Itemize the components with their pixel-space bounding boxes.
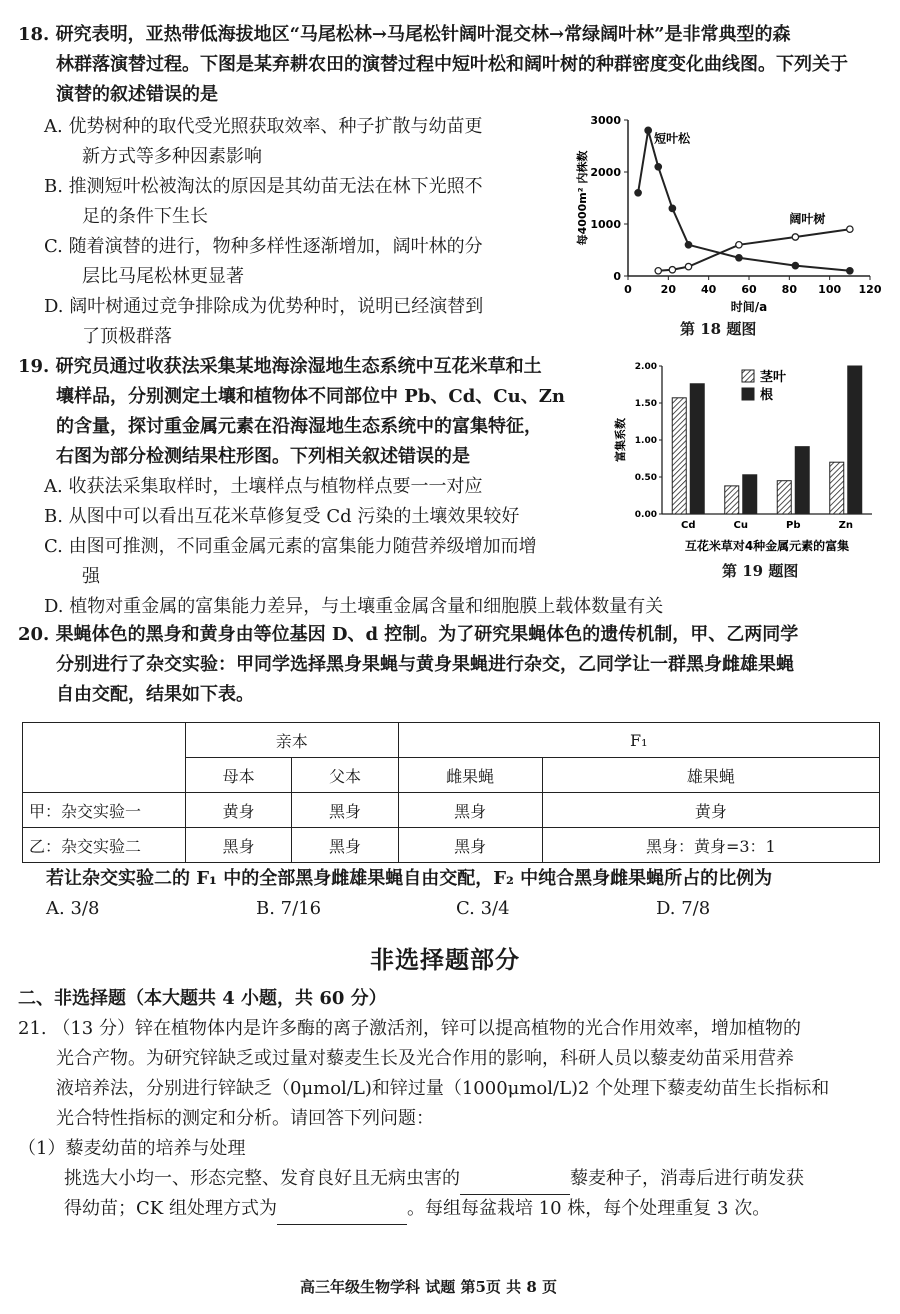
x-tick-label: Zn [838, 520, 853, 531]
section-title: 非选择题部分 [370, 945, 520, 974]
table-row [23, 793, 880, 828]
text: 挑选大小均一、形态完整、发育良好且无病虫害的 [64, 1168, 460, 1189]
option-a: A. 收获法采集取样时，土壤样点与植物样点要一一对应 [44, 476, 483, 497]
data-point [685, 242, 691, 248]
x-tick-label: 40 [701, 283, 717, 296]
y-tick-label: 2.00 [634, 362, 657, 372]
y-tick-label: 1.50 [634, 399, 657, 409]
question-19-stem [18, 352, 565, 472]
table-cell: 黄身 [542, 793, 879, 828]
subquestion-1-line-2 [64, 1194, 770, 1225]
data-point [685, 263, 691, 269]
row-label: 甲：杂交实验一 [23, 793, 186, 828]
stem-line: 19. 研究员通过收获法采集某地海涂湿地生态系统中互花米草和土 [18, 356, 542, 377]
text: 得幼苗；CK 组处理方式为 [64, 1198, 277, 1219]
subquestion-1-title: （1）藜麦幼苗的培养与处理 [18, 1138, 246, 1159]
option-a: A. 优势树种的取代受光照获取效率、种子扩散与幼苗更 [44, 116, 483, 137]
stem-line: 18. 研究表明，亚热带低海拔地区“马尾松林→马尾松针阔叶混交林→常绿阔叶林”是非常典型的森 [18, 24, 791, 45]
cross-results-table [22, 722, 880, 863]
header-male: 雄果蝇 [542, 758, 879, 793]
option-c: C. 随着演替的进行，物种多样性逐渐增加，阔叶林的分 [44, 236, 483, 257]
table-cell: 黑身 [292, 828, 398, 863]
question-18-options [44, 112, 483, 352]
question-20-stem [18, 620, 798, 710]
series-label: 阔叶树 [789, 212, 826, 226]
bar-chart-19 [610, 352, 880, 557]
text: 藜麦种子，消毒后进行萌发获 [570, 1168, 804, 1189]
stem-line: 21. （13 分）锌在植物体内是许多酶的离子激活剂，锌可以提高植物的光合作用效率，增加植物的 [18, 1018, 801, 1039]
bar [777, 481, 791, 514]
subquestion-1-line-1 [64, 1164, 804, 1195]
x-axis-label: 时间/a [730, 300, 768, 314]
y-tick-label: 3000 [590, 114, 621, 127]
x-tick-label: 80 [781, 283, 797, 296]
table-cell: 黑身 [186, 828, 292, 863]
x-tick-label: 0 [624, 283, 632, 296]
x-tick-label: 120 [858, 283, 882, 296]
series-line-1 [638, 130, 850, 270]
question-20-options [46, 894, 866, 924]
header-female: 雌果蝇 [398, 758, 542, 793]
legend-label: 茎叶 [760, 370, 787, 385]
option-d: D. 阔叶树通过竞争排除成为优势种时，说明已经演替到 [44, 296, 484, 317]
y-tick-label: 2000 [590, 166, 621, 179]
y-axis-label: 富集系数 [614, 418, 627, 462]
x-tick-label: Cd [681, 520, 696, 531]
data-point [847, 268, 853, 274]
data-point [847, 226, 853, 232]
option-d-cont: 了顶极群落 [82, 326, 172, 347]
y-tick-label: 1.00 [634, 436, 657, 446]
question-18-stem [18, 20, 848, 110]
x-tick-label: Pb [786, 520, 801, 531]
stem-line: 林群落演替过程。下图是某弃耕农田的演替过程中短叶松和阔叶树的种群密度变化曲线图。下列关于 [56, 54, 848, 75]
data-point [792, 262, 798, 268]
figure-19-caption: 第 19 题图 [722, 562, 799, 580]
stem-line: 演替的叙述错误的是 [56, 84, 218, 105]
stem-line: 右图为部分检测结果柱形图。下列相关叙述错误的是 [56, 446, 470, 467]
bar [672, 398, 686, 514]
data-point [736, 255, 742, 261]
table-row [23, 828, 880, 863]
data-point [635, 190, 641, 196]
option-d: D. 植物对重金属的富集能力差异，与土壤重金属含量和细胞膜上载体数量有关 [44, 596, 664, 617]
text: 。每组每盆栽培 10 株，每个处理重复 3 次。 [406, 1198, 771, 1219]
header-mother: 母本 [186, 758, 292, 793]
bar [795, 447, 809, 514]
stem-line: 分别进行了杂交实验：甲同学选择黑身果蝇与黄身果蝇进行杂交，乙同学让一群黑身雌雄果蝇 [56, 654, 794, 675]
option-b: B. 从图中可以看出互花米草修复受 Cd 污染的土壤效果较好 [44, 506, 520, 527]
option-b-cont: 足的条件下生长 [82, 206, 208, 227]
table-cell: 黄身 [186, 793, 292, 828]
question-20-prompt: 若让杂交实验二的 F₁ 中的全部黑身雌雄果蝇自由交配，F₂ 中纯合黑身雌果蝇所占的比例为 [46, 868, 773, 889]
page-footer: 高三年级生物学科 试题 第5页 共 8 页 [300, 1278, 557, 1296]
option-c: C. 由图可推测，不同重金属元素的富集能力随营养级增加而增 [44, 536, 537, 557]
series-label: 短叶松 [654, 131, 691, 146]
option-a: A. 3/8 [46, 898, 100, 919]
bar [830, 462, 844, 514]
y-tick-label: 1000 [590, 218, 621, 231]
option-a-cont: 新方式等多种因素影响 [82, 146, 262, 167]
stem-line: 光合特性指标的测定和分析。请回答下列问题： [56, 1108, 434, 1129]
stem-line: 液培养法，分别进行锌缺乏（0μmol/L)和锌过量（1000μmol/L)2 个处理下藜麦幼苗生长指标和 [56, 1078, 830, 1099]
x-tick-label: 100 [818, 283, 842, 296]
bar [690, 384, 704, 514]
table-cell: 黑身 [398, 793, 542, 828]
stem-line: 20. 果蝇体色的黑身和黄身由等位基因 D、d 控制。为了研究果蝇体色的遗传机制，甲、乙两同学 [18, 624, 799, 645]
figure-18-caption: 第 18 题图 [680, 320, 757, 338]
option-d: D. 7/8 [656, 898, 711, 919]
row-label: 乙：杂交实验二 [23, 828, 186, 863]
x-tick-label: 20 [660, 283, 676, 296]
y-tick-label: 0 [613, 270, 621, 283]
line-chart-18 [570, 108, 890, 318]
header-f1: F₁ [398, 723, 879, 758]
legend-swatch [742, 370, 754, 382]
data-point [655, 164, 661, 170]
table-cell: 黑身：黄身=3：1 [542, 828, 879, 863]
chart-title: 互花米草对4种金属元素的富集 [684, 539, 850, 553]
answer-blank-2[interactable] [277, 1194, 407, 1225]
option-c: C. 3/4 [456, 898, 510, 919]
y-axis-label: 每4000m² 内株数 [576, 150, 589, 246]
table-cell: 黑身 [292, 793, 398, 828]
option-c-cont: 层比马尾松林更显著 [82, 266, 244, 287]
legend-label: 根 [760, 388, 774, 403]
data-point [645, 127, 651, 133]
table-cell: 黑身 [398, 828, 542, 863]
stem-line: 壤样品，分别测定土壤和植物体不同部位中 Pb、Cd、Cu、Zn [56, 386, 565, 407]
section-heading: 二、非选择题（本大题共 4 小题，共 60 分） [18, 988, 387, 1009]
x-tick-label: Cu [733, 520, 748, 531]
y-tick-label: 0.50 [634, 473, 657, 483]
table-corner-cell [23, 723, 186, 793]
bar [725, 486, 739, 514]
stem-line: 自由交配，结果如下表。 [56, 684, 254, 705]
option-b: B. 推测短叶松被淘汰的原因是其幼苗无法在林下光照不 [44, 176, 483, 197]
data-point [669, 205, 675, 211]
data-point [736, 242, 742, 248]
y-tick-label: 0.00 [634, 510, 657, 520]
bar [848, 366, 862, 514]
x-tick-label: 60 [741, 283, 757, 296]
question-21-stem [18, 1014, 829, 1134]
header-parent: 亲本 [186, 723, 399, 758]
answer-blank-1[interactable] [460, 1164, 570, 1195]
option-c-cont: 强 [82, 566, 100, 587]
option-b: B. 7/16 [256, 898, 322, 919]
bar [743, 475, 757, 514]
question-19-options [44, 472, 663, 622]
data-point [792, 234, 798, 240]
data-point [669, 267, 675, 273]
data-point [655, 268, 661, 274]
legend-swatch [742, 388, 754, 400]
header-father: 父本 [292, 758, 398, 793]
stem-line: 的含量，探讨重金属元素在沿海湿地生态系统中的富集特征， [56, 416, 542, 437]
stem-line: 光合产物。为研究锌缺乏或过量对藜麦生长及光合作用的影响，科研人员以藜麦幼苗采用营养 [56, 1048, 794, 1069]
